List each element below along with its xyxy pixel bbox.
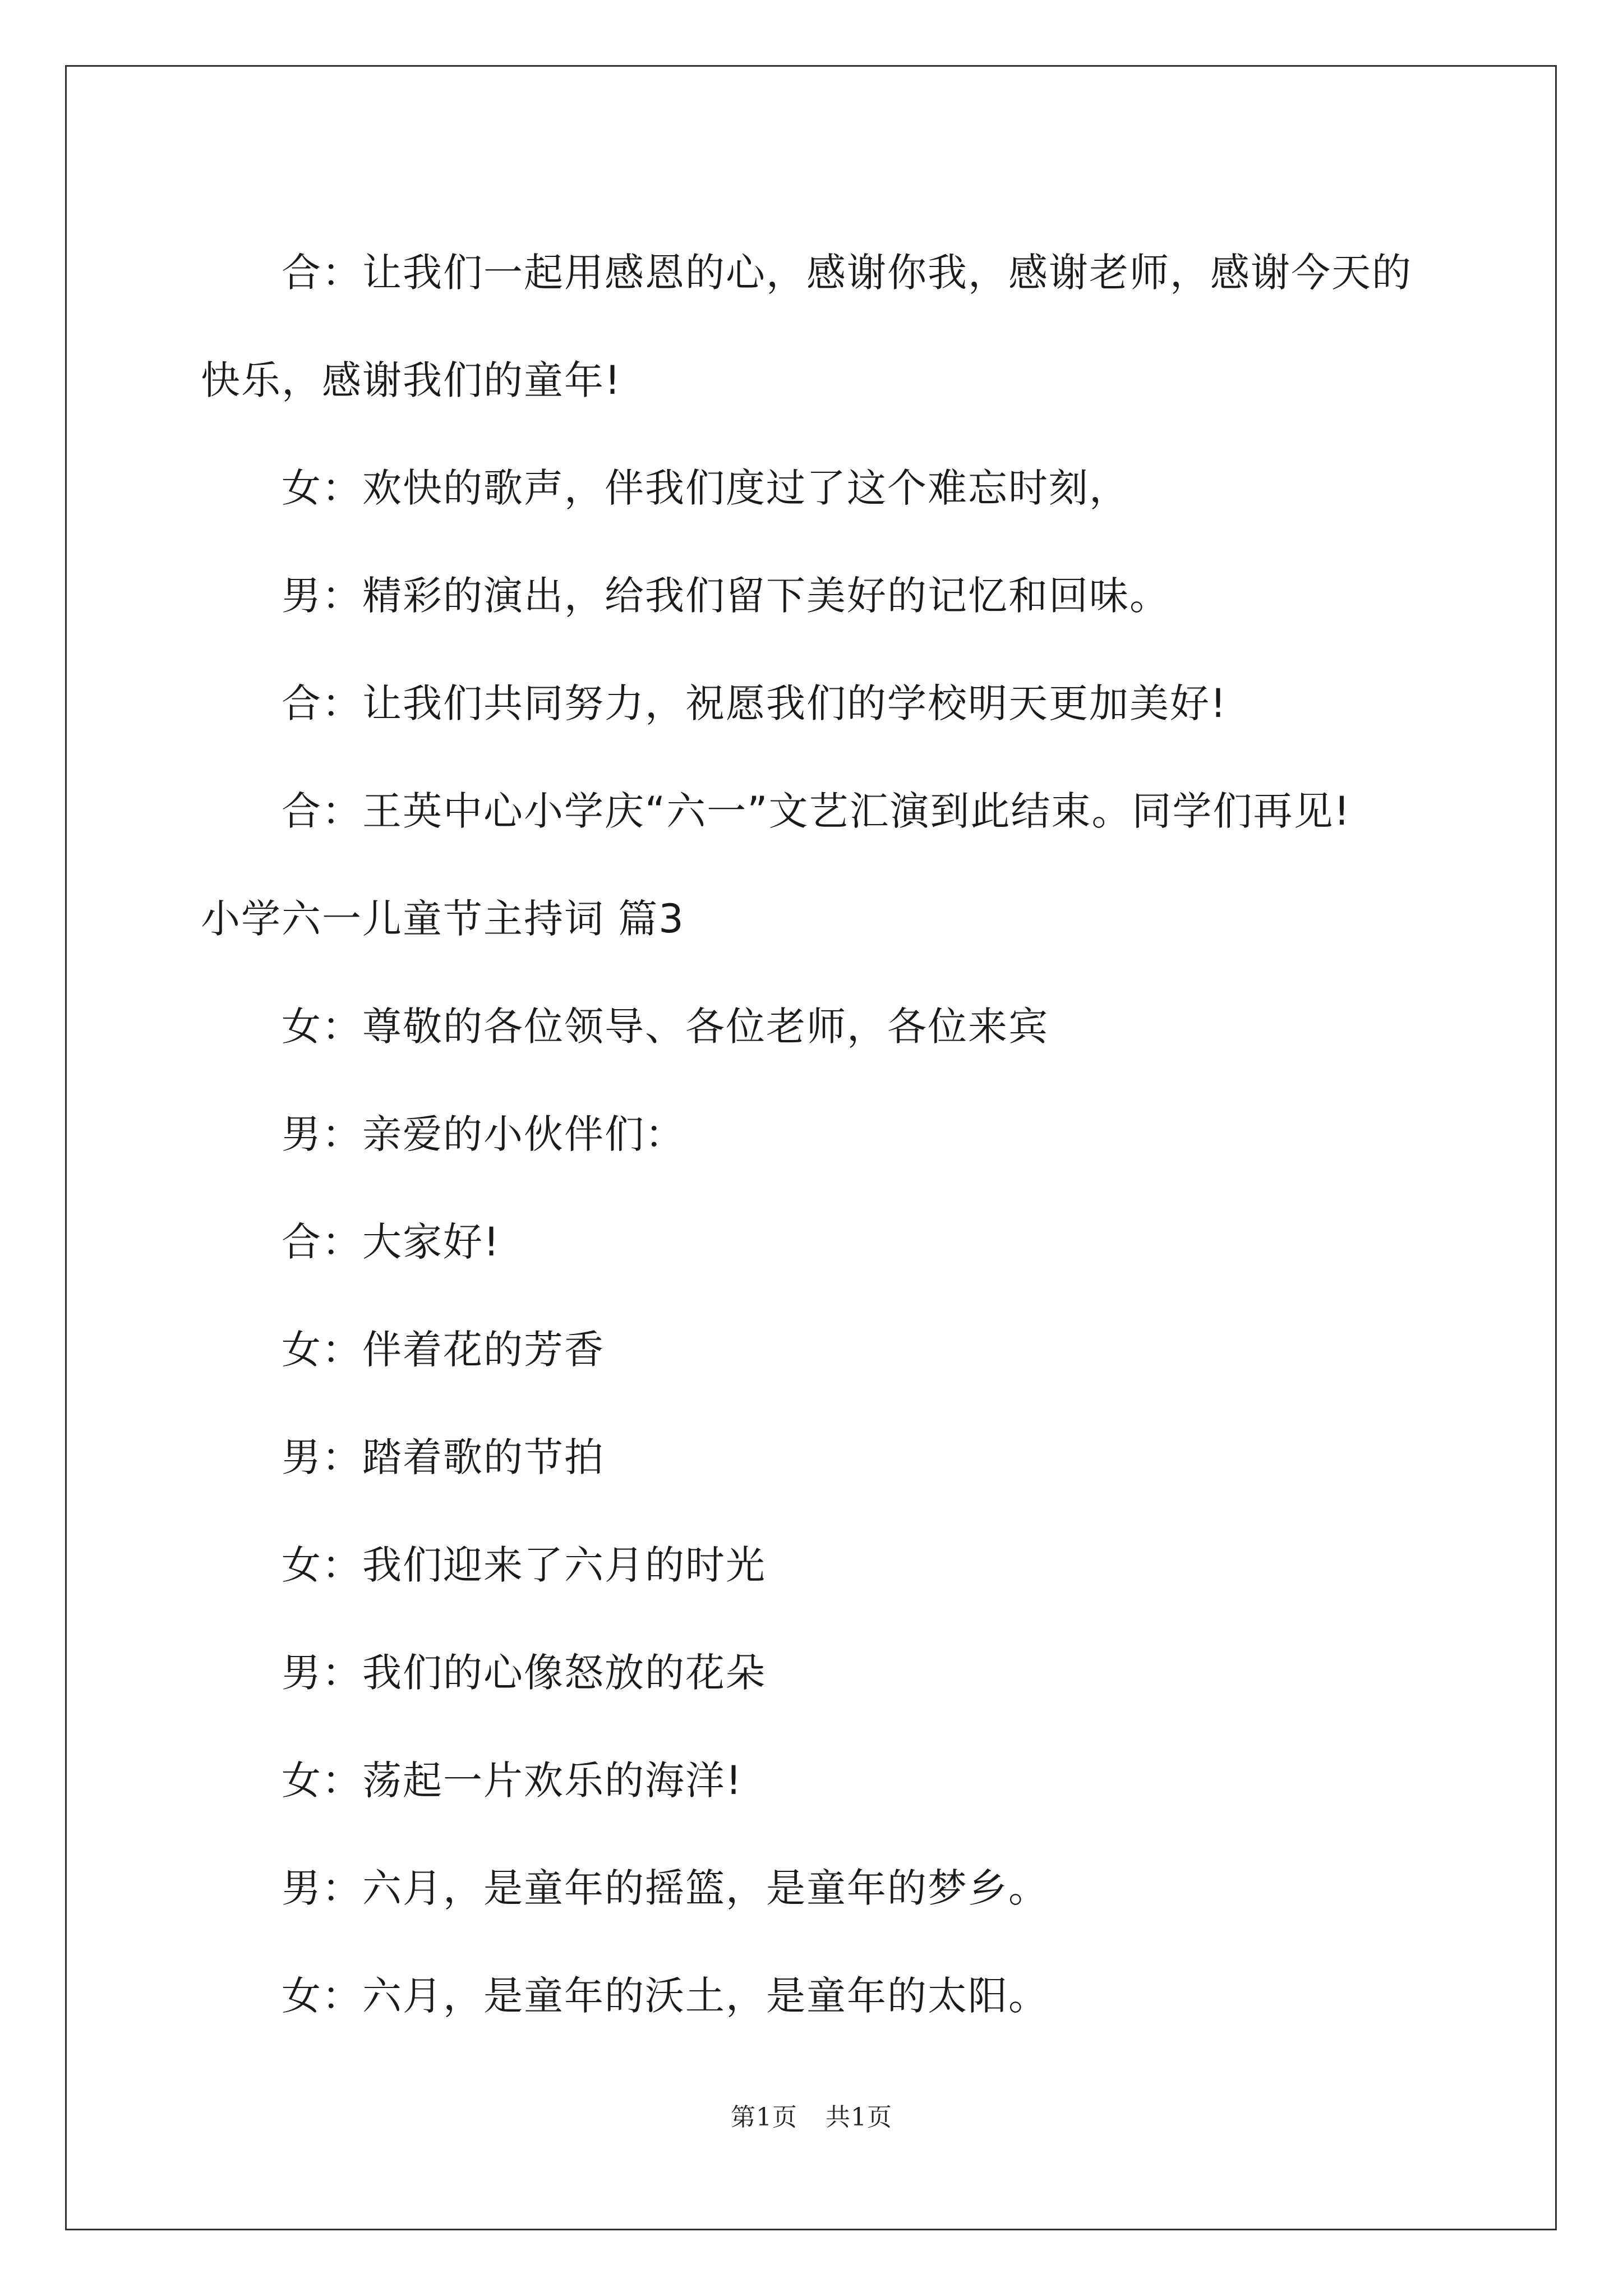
paragraph: 女：荡起一片欢乐的海洋! xyxy=(282,1757,743,1803)
page-footer xyxy=(0,2097,1623,2133)
paragraph: 女：六月，是童年的沃土，是童年的太阳。 xyxy=(282,1973,1049,2019)
paragraph: 女：我们迎来了六月的时光 xyxy=(282,1542,766,1588)
paragraph: 男：亲爱的小伙伴们： xyxy=(282,1111,685,1157)
paragraph: 合：王英中心小学庆“六一”文艺汇演到此结束。同学们再见! xyxy=(282,788,1351,834)
document-body xyxy=(201,219,1429,2050)
paragraph: 女：伴着花的芳香 xyxy=(282,1327,605,1373)
paragraph: 女：尊敬的各位领导、各位老师，各位来宾 xyxy=(282,1004,1049,1050)
paragraph: 男：我们的心像怒放的花朵 xyxy=(282,1650,766,1696)
paragraph: 合：让我们共同努力，祝愿我们的学校明天更加美好! xyxy=(282,680,1228,726)
paragraph: 男：六月，是童年的摇篮，是童年的梦乡。 xyxy=(282,1865,1049,1911)
page-total: 共1页 xyxy=(826,2103,892,2132)
paragraph: 男：精彩的演出，给我们留下美好的记忆和回味。 xyxy=(282,573,1170,619)
page-number: 第1页 xyxy=(731,2103,797,2132)
paragraph: 合：让我们一起用感恩的心，感谢你我，感谢老师，感谢今天的快乐，感谢我们的童年! xyxy=(201,250,1412,403)
paragraph: 女：欢快的歌声，伴我们度过了这个难忘时刻， xyxy=(282,465,1129,511)
section-heading: 小学六一儿童节主持词 篇3 xyxy=(201,896,685,942)
paragraph: 合：大家好! xyxy=(282,1219,501,1265)
paragraph: 男：踏着歌的节拍 xyxy=(282,1434,605,1480)
